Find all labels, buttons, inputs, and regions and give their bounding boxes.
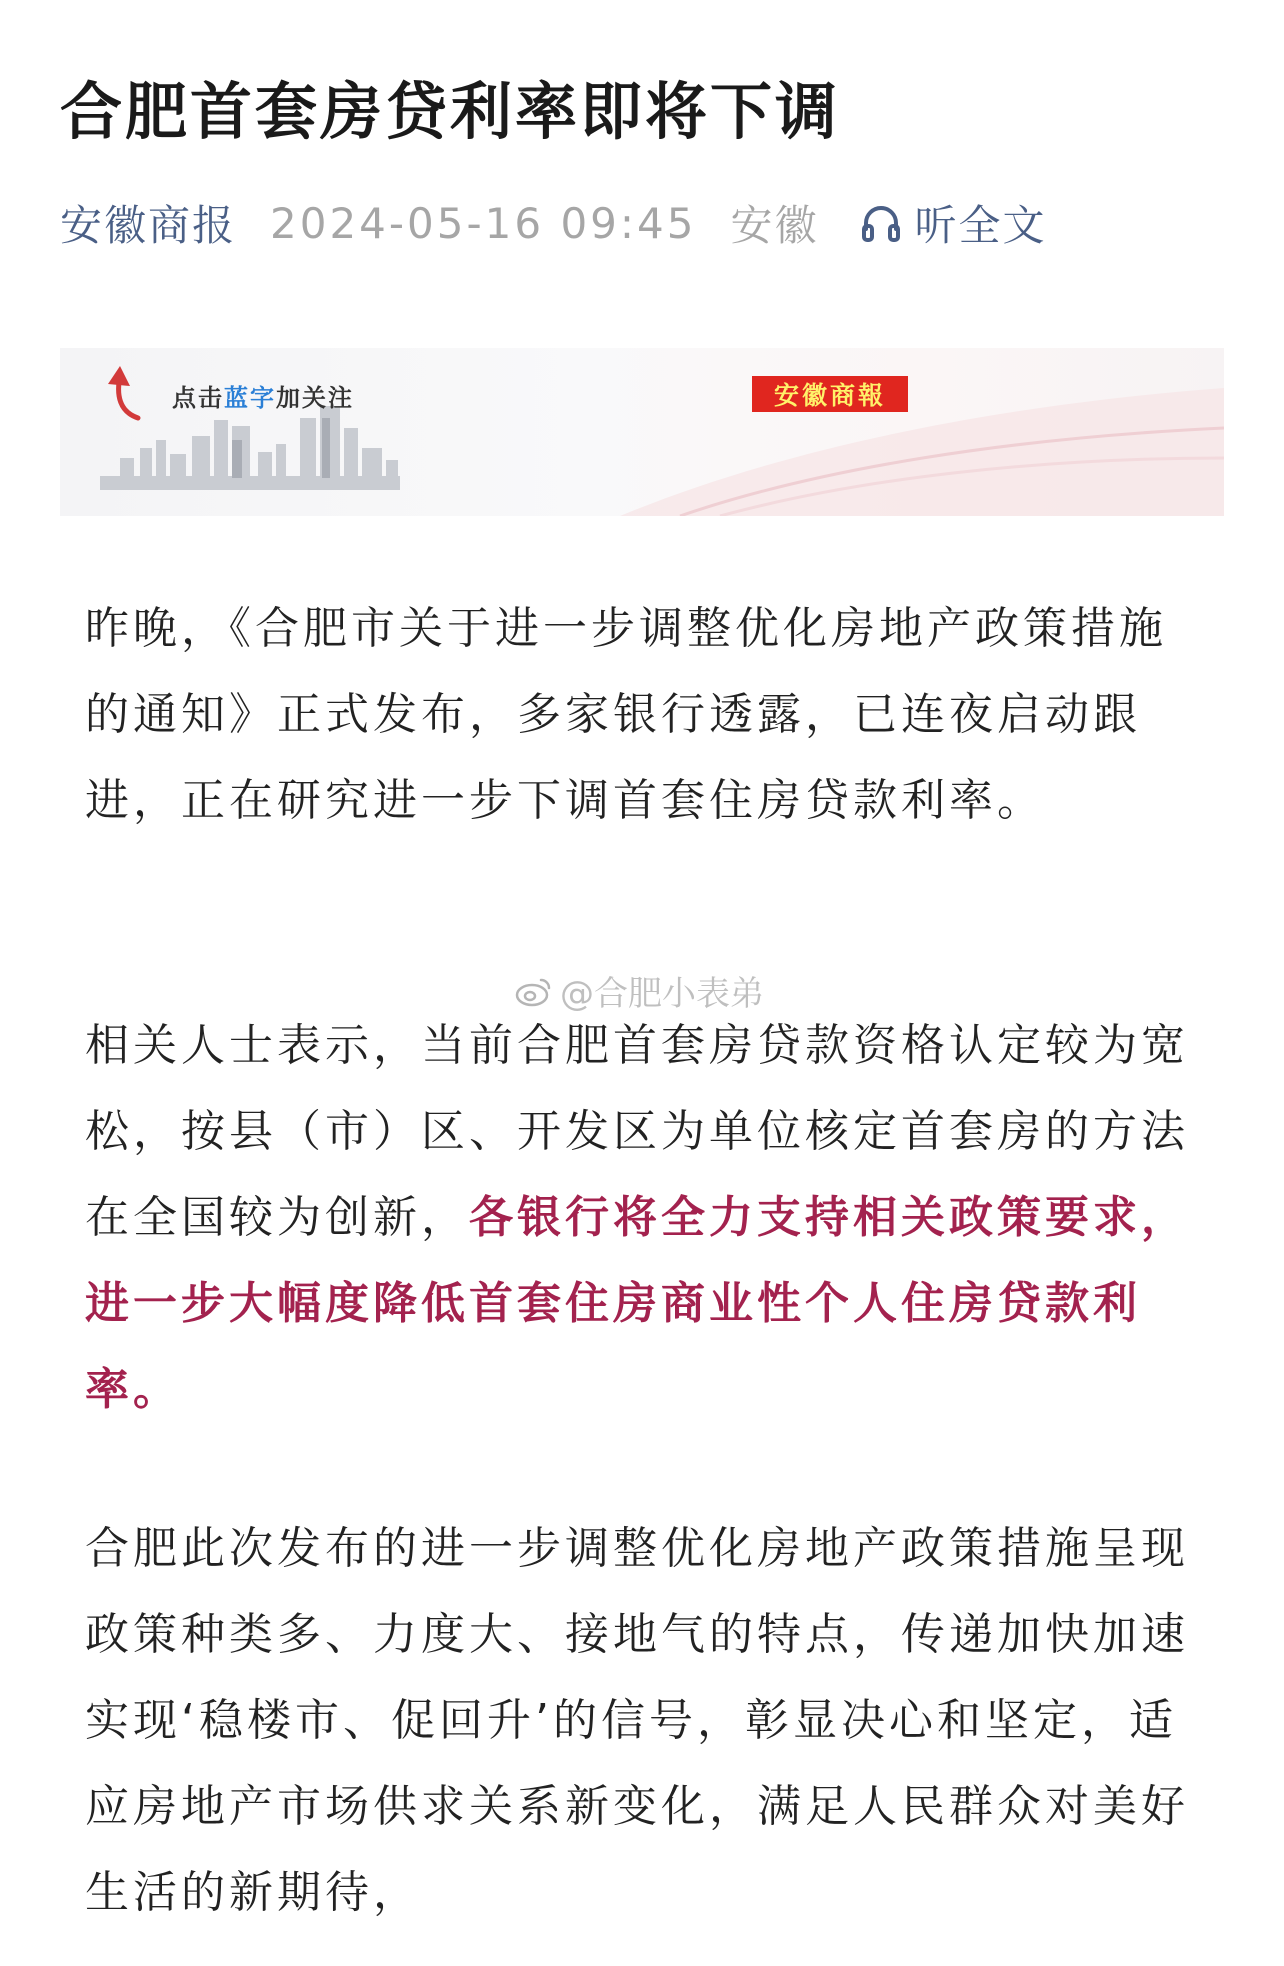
paragraph-2-highlight: 各银行将全力支持相关政策要求，进一步大幅度降低首套住房商业性个人住房贷款利率。: [85, 1192, 1189, 1415]
article-title: 合肥首套房贷利率即将下调: [60, 75, 841, 148]
headphones-icon: [859, 201, 903, 245]
paragraph-3: 合肥此次发布的进一步调整优化房地产政策措施呈现政策种类多、力度大、接地气的特点，传递加快加速实现‘稳楼市、促回升’的信号，彰显决心和坚定，适应房地产市场供求关系新变化，满足人民群众对美好生活的新期待，: [85, 1523, 1189, 1918]
watermark-text: @合肥小表弟: [560, 974, 764, 1014]
paragraph-1: 昨晚，《合肥市关于进一步调整优化房地产政策措施的通知》正式发布，多家银行透露，已连夜启动跟进，正在研究进一步下调首套住房贷款利率。: [85, 603, 1167, 826]
follow-prompt: [172, 378, 354, 413]
city-skyline-illustration: [60, 348, 1224, 516]
paragraph-2: [85, 1003, 1205, 1433]
listen-label: 听全文: [914, 201, 1047, 250]
follow-prefix: 点击: [172, 384, 224, 412]
anhui-shangbao-logo: 安徽商報: [752, 376, 908, 412]
article-meta: [60, 196, 1047, 250]
up-arrow-icon: [90, 356, 150, 426]
listen-button[interactable]: [859, 193, 1047, 253]
follow-suffix: 加关注: [276, 384, 354, 412]
follow-blue-text: 蓝字: [224, 384, 276, 412]
publish-datetime: 2024-05-16 09:45: [270, 198, 697, 248]
region-label: 安徽: [730, 201, 819, 250]
paragraph-2-text: 相关人士表示，当前合肥首套房贷款资格认定较为宽松，按县（市）区、开发区为单位核定首套房的方法在全国较为创新，: [85, 1020, 1189, 1243]
follow-banner[interactable]: [60, 348, 1224, 516]
source-name[interactable]: 安徽商报: [60, 201, 237, 250]
